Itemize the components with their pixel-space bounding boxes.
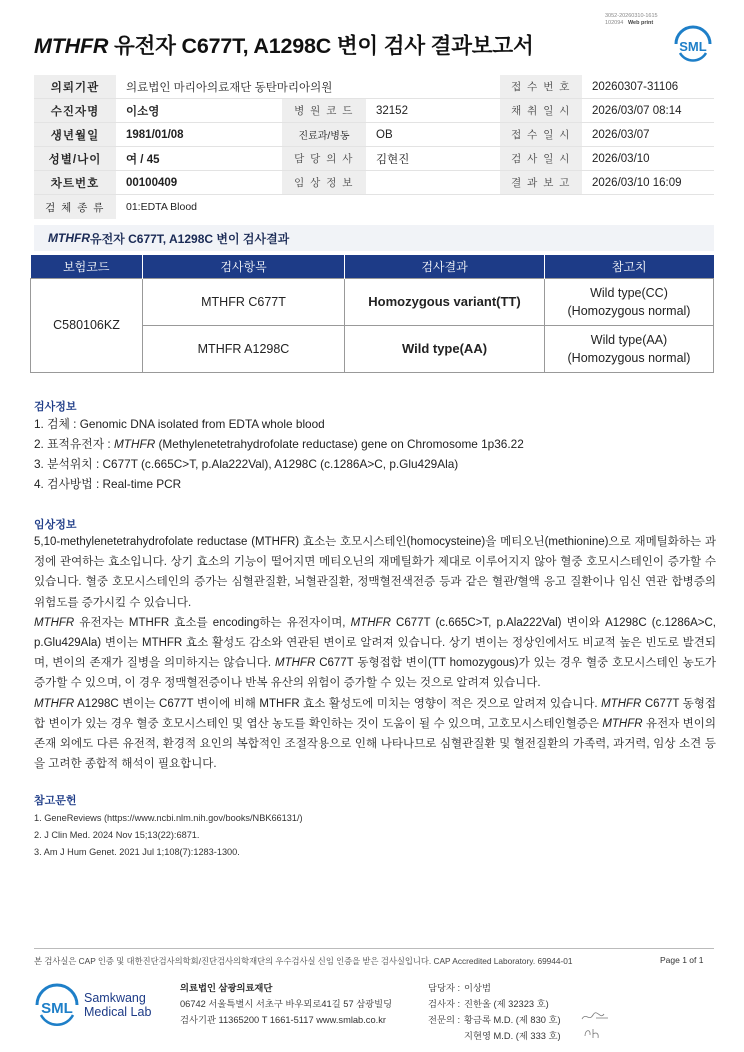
logo-line2: Medical Lab bbox=[84, 1005, 152, 1019]
result-title-rest: 유전자 C677T, A1298C 변이 검사결과 bbox=[90, 231, 290, 246]
value-receipt-no: 20260307-31106 bbox=[592, 80, 679, 93]
test-result-cell: Wild type(AA) bbox=[345, 325, 545, 372]
document-code-line1: 3052-20260310-1615 bbox=[605, 13, 658, 19]
document-code-line2: 102094 bbox=[605, 19, 624, 26]
staff-row: 검사자 : 진한올 (제 32323 호) bbox=[428, 999, 549, 1009]
reference-cell bbox=[545, 325, 714, 372]
page-title bbox=[34, 29, 534, 60]
value-department: OB bbox=[376, 128, 393, 141]
value-name: 이소영 bbox=[126, 105, 160, 118]
logo-top-text: SML bbox=[679, 39, 707, 54]
test-info-heading: 검사정보 bbox=[34, 401, 77, 413]
result-title-gene: MTHFR bbox=[48, 231, 90, 245]
org-name: 의료법인 삼광의료재단 bbox=[180, 983, 273, 993]
org-contact: 검사기관 11365200 T 1661-5117 www.smlab.co.kr bbox=[180, 1015, 386, 1025]
signature-2-icon bbox=[582, 1026, 602, 1040]
staff-info bbox=[428, 980, 561, 1044]
staff-row: 담당자 : 이상범 bbox=[428, 983, 491, 993]
value-tested-at: 2026/03/10 bbox=[592, 152, 650, 165]
label-chart-no: 차트번호 bbox=[34, 171, 116, 194]
col-insurance-code: 보험코드 bbox=[31, 255, 143, 278]
signature-1-icon bbox=[580, 1010, 610, 1024]
value-birth: 1981/01/08 bbox=[126, 128, 184, 141]
test-info-item: 3. 분석위치 : C677T (c.665C>T, p.Ala222Val), A1298C (c.1286A>C, p.Glu429Ala) bbox=[34, 457, 459, 471]
test-info-item: 2. 표적유전자 : MTHFR (Methylenetetrahydrofolate reductase) gene on Chromosome 1p36.22 bbox=[34, 437, 524, 451]
result-table bbox=[30, 255, 714, 373]
table-row bbox=[31, 278, 714, 325]
org-address: 06742 서울특별시 서초구 바우뫼로41길 57 삼광빌딩 bbox=[180, 999, 393, 1009]
value-specimen: 01:EDTA Blood bbox=[126, 201, 198, 213]
info-row bbox=[34, 99, 714, 123]
test-result-cell: Homozygous variant(TT) bbox=[345, 278, 545, 325]
value-sex-age: 여 / 45 bbox=[126, 153, 160, 166]
test-item-cell: MTHFR A1298C bbox=[143, 325, 345, 372]
label-hospital-code: 병 원 코 드 bbox=[282, 99, 366, 122]
reference-line1: Wild type(CC) bbox=[590, 285, 668, 300]
reference-line2: (Homozygous normal) bbox=[567, 350, 691, 365]
col-test-result: 검사결과 bbox=[345, 255, 545, 278]
value-institution: 의료법인 마리아의료재단 동탄마리아의원 bbox=[126, 81, 333, 94]
label-reported-at: 결 과 보 고 bbox=[500, 171, 582, 194]
test-info-list bbox=[34, 414, 724, 494]
test-info-item: 1. 검체 : Genomic DNA isolated from EDTA whole blood bbox=[34, 417, 325, 431]
references-heading: 참고문헌 bbox=[34, 795, 77, 807]
insurance-code-cell: C580106KZ bbox=[31, 278, 143, 372]
reference-line1: Wild type(AA) bbox=[590, 332, 668, 347]
title-gene: MTHFR bbox=[34, 34, 109, 58]
clinical-paragraph: MTHFR A1298C 변이는 C677T 변이에 비해 MTHFR 효소 활성도에 미치는 영향이 적은 것으로 알려져 있습니다. MTHFR C677T 동형접합 변이가 있는 경우 혈중 호모시스테인 및 엽산 농도를 확인하는 것이 도움이 될 수 있으며, 고호모시스테인혈증은 MTHFR 유전자 변이의 존재 외에도 다른 유전적, 환경적 요인의 복합적인 조절작용으로 인해 나타나므로 심혈관질환 및 혈전질환의 가족력, 과거력, 임상 소견 등을 고려한 종합적 해석이 필요합니다. bbox=[34, 697, 717, 771]
info-row bbox=[34, 75, 714, 99]
patient-info-table bbox=[34, 75, 714, 219]
samkwang-logo-icon bbox=[34, 980, 164, 1030]
value-chart-no: 00100409 bbox=[126, 176, 178, 189]
label-department: 진료과/병동 bbox=[282, 123, 366, 146]
label-doctor: 담 당 의 사 bbox=[282, 147, 366, 170]
info-row bbox=[34, 147, 714, 171]
reference-item: 1. GeneReviews (https://www.ncbi.nlm.nih.gov/books/NBK66131/) bbox=[34, 813, 303, 823]
info-row bbox=[34, 171, 714, 195]
col-reference: 참고치 bbox=[545, 255, 714, 278]
info-row bbox=[34, 195, 714, 219]
reference-line2: (Homozygous normal) bbox=[567, 303, 691, 318]
logo-mark-text: SML bbox=[41, 1000, 73, 1017]
label-birth: 생년월일 bbox=[34, 123, 116, 146]
label-institution: 의뢰기관 bbox=[34, 75, 116, 98]
staff-row: 전문의 : 황금록 M.D. (제 830 호) bbox=[428, 1015, 561, 1025]
accreditation-note: 본 검사실은 CAP 인증 및 대한진단검사의학회/진단검사의학재단의 우수검사실 신임 인증을 받은 검사실입니다. CAP Accredited Laboratory. 69944-01 bbox=[34, 956, 573, 966]
label-clinical: 임 상 정 보 bbox=[282, 171, 366, 194]
logo-line1: Samkwang bbox=[84, 991, 146, 1005]
label-collected-at: 채 취 일 시 bbox=[500, 99, 582, 122]
clinical-paragraph: MTHFR 유전자는 MTHFR 효소를 encoding하는 유전자이며, MTHFR C677T (c.665C>T, p.Ala222Val) 변이와 A1298C (c.1286A>C, p.Glu429Ala) 변이는 MTHFR 효소 활성도 감소와 연관된 변이로 알려져 있습니다. 상기 변이는 정상인에서도 비교적 높은 빈도로 발견되며, 변이의 존재가 질병을 의미하지는 않습니다. MTHFR C677T 동형접합 변이(TT homozygous)가 있는 경우 혈중 호모시스테인 농도가 증가할 수 있으며, 이 경우 정맥혈전증이나 반복 유산의 위험이 증가할 수 있는 것으로 알려져 있습니다. bbox=[34, 616, 716, 690]
organization-info bbox=[180, 980, 392, 1028]
sml-logo-icon bbox=[672, 24, 714, 64]
label-specimen: 검 체 종 류 bbox=[34, 195, 116, 219]
reference-item: 2. J Clin Med. 2024 Nov 15;13(22):6871. bbox=[34, 830, 200, 840]
label-tested-at: 검 사 일 시 bbox=[500, 147, 582, 170]
page-number: Page 1 of 1 bbox=[660, 955, 704, 965]
result-section-title bbox=[34, 225, 714, 251]
clinical-info-text bbox=[34, 532, 716, 774]
value-hospital-code: 32152 bbox=[376, 104, 408, 117]
value-received-at: 2026/03/07 bbox=[592, 128, 650, 141]
value-collected-at: 2026/03/07 08:14 bbox=[592, 104, 682, 117]
staff-row: 지현영 M.D. (제 333 호) bbox=[464, 1031, 561, 1041]
reference-item: 3. Am J Hum Genet. 2021 Jul 1;108(7):1283-1300. bbox=[34, 847, 240, 857]
value-reported-at: 2026/03/10 16:09 bbox=[592, 176, 682, 189]
document-code bbox=[605, 13, 658, 26]
test-item-cell: MTHFR C677T bbox=[143, 278, 345, 325]
label-receipt-no: 접 수 번 호 bbox=[500, 75, 582, 98]
label-name: 수진자명 bbox=[34, 99, 116, 122]
clinical-info-heading: 임상정보 bbox=[34, 519, 77, 531]
result-table-header bbox=[31, 255, 714, 278]
clinical-paragraph: 5,10-methylenetetrahydrofolate reductase (MTHFR) 효소는 호모시스테인(homocysteine)을 메티오닌(methionine)으로 재메틸화하는 과정에 관여하는 효소입니다. 상기 효소의 기능이 떨어지면 메티오닌의 재메틸화가 제대로 이루어지지 않아 혈중 호모시스테인이 증가할 수 있습니다. 혈중 호모시스테인의 증가는 심혈관질환, 뇌혈관질환, 정맥혈전색전증 등과 같은 혈관/혈액 응고 질환이나 임신 연관 합병증의 위험도를 증가시킬 수 있습니다. bbox=[34, 536, 717, 609]
reference-cell bbox=[545, 278, 714, 325]
info-row bbox=[34, 123, 714, 147]
value-doctor: 김현진 bbox=[376, 153, 410, 166]
title-rest: 유전자 C677T, A1298C 변이 검사 결과보고서 bbox=[108, 34, 534, 58]
web-print-label: Web print bbox=[627, 19, 654, 26]
test-info-item: 4. 검사방법 : Real-time PCR bbox=[34, 477, 182, 491]
label-received-at: 접 수 일 시 bbox=[500, 123, 582, 146]
references-list bbox=[34, 810, 303, 861]
label-sex-age: 성별/나이 bbox=[34, 147, 116, 170]
value-clinical bbox=[366, 171, 500, 194]
col-test-item: 검사항목 bbox=[143, 255, 345, 278]
footer-divider bbox=[34, 948, 714, 949]
